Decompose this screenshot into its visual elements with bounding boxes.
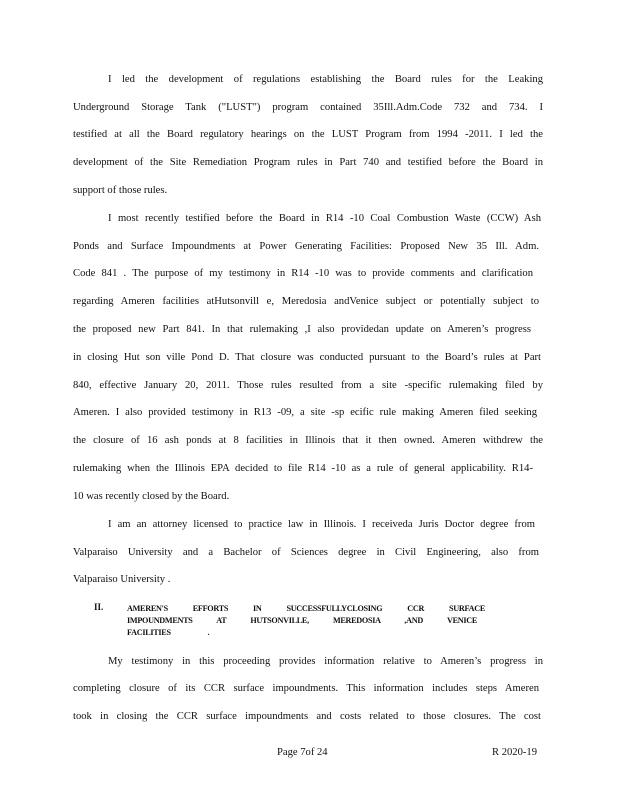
p2-line-10: rulemaking when the Illinois EPA decided to file R14 -10 as a rule of general applicability. R14- — [73, 463, 533, 474]
p1-line-5: support of those rules. — [73, 185, 168, 196]
p3-line-1: I am an attorney licensed to practice law in Illinois. I receiveda Juris Doctor degree from — [108, 519, 535, 530]
docket-number: R 2020-19 — [492, 747, 538, 758]
p1-line-2: Underground Storage Tank ("LUST") program contained 35Ill.Adm.Code 732 and 734. I — [73, 102, 543, 113]
p1-line-1: I led the development of regulations establishing the Board rules for the Leaking — [108, 74, 543, 85]
p2-line-8: Ameren. I also provided testimony in R13 -09, a site -sp ecific rule making Ameren filed seeking — [73, 407, 537, 418]
p3-line-3: Valparaiso University . — [73, 574, 171, 585]
p2-line-3: Code 841 . The purpose of my testimony in R14 -10 was to provide comments and clarification — [73, 268, 533, 279]
p2-line-2: Ponds and Surface Impoundments at Power Generating Facilities: Proposed New 35 Ill. Adm. — [73, 241, 539, 252]
p1-line-4: development of the Site Remediation Program rules in Part 740 and testified before the Board in — [73, 157, 543, 168]
p4-line-1: My testimony in this proceeding provides information relative to Ameren’s progress in — [108, 656, 543, 667]
p2-line-1: I most recently testified before the Board in R14 -10 Coal Combustion Waste (CCW) Ash — [108, 213, 541, 224]
section-title-line-2: IMPOUNDMENTS AT HUTSONVILLE, MEREDOSIA ,AND VENICE — [127, 616, 477, 625]
section-number: II. — [94, 602, 104, 612]
p2-line-7: 840, effective January 20, 2011. Those rules resulted from a site -specific rulemaking filed by — [73, 380, 543, 391]
p4-line-3: took in closing the CCR surface impoundments and costs related to those closures. The cost — [73, 711, 541, 722]
section-title-line-3: FACILITIES . — [127, 628, 210, 637]
p2-line-6: in closing Hut son ville Pond D. That closure was conducted pursuant to the Board’s rules at Part — [73, 352, 541, 363]
p4-line-2: completing closure of its CCR surface impoundments. This information includes steps Ameren — [73, 683, 539, 694]
page-number: Page 7of 24 — [277, 747, 328, 758]
p2-line-11: 10 was recently closed by the Board. — [73, 491, 230, 502]
p3-line-2: Valparaiso University and a Bachelor of Sciences degree in Civil Engineering, also from — [73, 547, 539, 558]
p2-line-4: regarding Ameren facilities atHutsonvill e, Meredosia andVenice subject or potentially subject to — [73, 296, 539, 307]
p2-line-5: the proposed new Part 841. In that rulemaking ,I also providedan update on Ameren’s progress — [73, 324, 531, 335]
p1-line-3: testified at all the Board regulatory hearings on the LUST Program from 1994 -2011. I led the — [73, 129, 543, 140]
section-title-line-1: AMEREN'S EFFORTS IN SUCCESSFULLYCLOSING CCR SURFACE — [127, 604, 485, 613]
p2-line-9: the closure of 16 ash ponds at 8 facilities in Illinois that it then owned. Ameren withdrew the — [73, 435, 543, 446]
